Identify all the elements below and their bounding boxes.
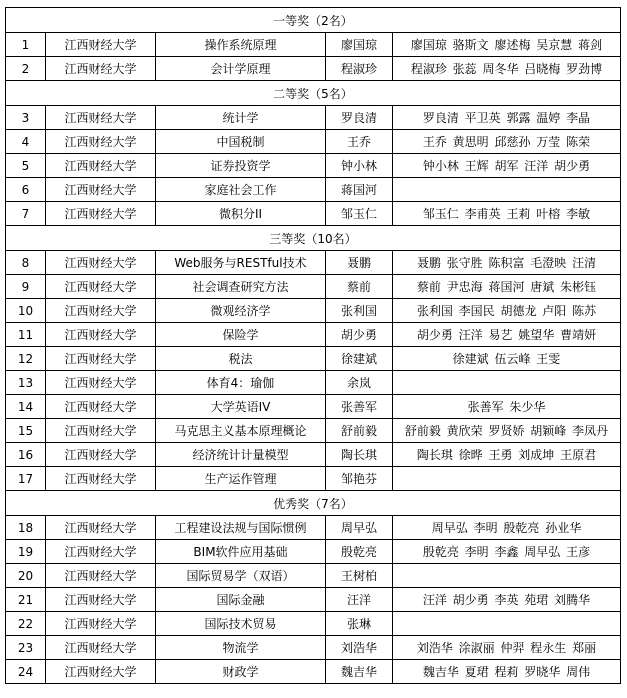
team-members: 周早弘 李明 殷乾亮 孙业华 bbox=[393, 516, 621, 540]
row-number: 17 bbox=[6, 467, 46, 491]
school-name: 江西财经大学 bbox=[46, 178, 156, 202]
table-row bbox=[6, 299, 621, 323]
course-leader: 王乔 bbox=[326, 130, 393, 154]
school-name: 江西财经大学 bbox=[46, 371, 156, 395]
row-number: 14 bbox=[6, 395, 46, 419]
team-members: 钟小林 王辉 胡军 汪洋 胡少勇 bbox=[393, 154, 621, 178]
course-name: 保险学 bbox=[156, 323, 326, 347]
school-name: 江西财经大学 bbox=[46, 467, 156, 491]
school-name: 江西财经大学 bbox=[46, 564, 156, 588]
course-name: 国际贸易学（双语） bbox=[156, 564, 326, 588]
table-row bbox=[6, 443, 621, 467]
team-members bbox=[393, 467, 621, 491]
team-members: 蔡前 尹忠海 蒋国河 唐斌 朱彬钰 bbox=[393, 275, 621, 299]
team-members: 胡少勇 汪洋 易艺 姚望华 曹靖妍 bbox=[393, 323, 621, 347]
course-name: 马克思主义基本原理概论 bbox=[156, 419, 326, 443]
table-row bbox=[6, 154, 621, 178]
row-number: 1 bbox=[6, 33, 46, 57]
row-number: 19 bbox=[6, 540, 46, 564]
row-number: 22 bbox=[6, 612, 46, 636]
school-name: 江西财经大学 bbox=[46, 251, 156, 275]
award-level-header bbox=[6, 81, 621, 106]
school-name: 江西财经大学 bbox=[46, 299, 156, 323]
school-name: 江西财经大学 bbox=[46, 660, 156, 684]
award-level-title: 一等奖（2名） bbox=[6, 8, 621, 33]
row-number: 20 bbox=[6, 564, 46, 588]
course-name: 统计学 bbox=[156, 106, 326, 130]
team-members: 徐建斌 伍云峰 王雯 bbox=[393, 347, 621, 371]
team-members bbox=[393, 612, 621, 636]
school-name: 江西财经大学 bbox=[46, 612, 156, 636]
row-number: 21 bbox=[6, 588, 46, 612]
school-name: 江西财经大学 bbox=[46, 347, 156, 371]
award-level-title: 三等奖（10名） bbox=[6, 226, 621, 251]
table-row bbox=[6, 275, 621, 299]
award-list-sheet bbox=[5, 7, 620, 684]
team-members: 舒前毅 黄欣荣 罗贤娇 胡颖峰 李凤丹 bbox=[393, 419, 621, 443]
school-name: 江西财经大学 bbox=[46, 516, 156, 540]
course-name: 国际金融 bbox=[156, 588, 326, 612]
school-name: 江西财经大学 bbox=[46, 57, 156, 81]
table-row bbox=[6, 33, 621, 57]
school-name: 江西财经大学 bbox=[46, 275, 156, 299]
school-name: 江西财经大学 bbox=[46, 154, 156, 178]
course-leader: 邹玉仁 bbox=[326, 202, 393, 226]
team-members: 王乔 黄思明 邱慈孙 万莹 陈荣 bbox=[393, 130, 621, 154]
award-table-body bbox=[6, 8, 621, 684]
row-number: 23 bbox=[6, 636, 46, 660]
table-row bbox=[6, 540, 621, 564]
table-row bbox=[6, 106, 621, 130]
school-name: 江西财经大学 bbox=[46, 419, 156, 443]
course-leader: 王树柏 bbox=[326, 564, 393, 588]
team-members bbox=[393, 564, 621, 588]
team-members: 张善军 朱少华 bbox=[393, 395, 621, 419]
team-members: 魏吉华 夏珺 程莉 罗晓华 周伟 bbox=[393, 660, 621, 684]
course-leader: 胡少勇 bbox=[326, 323, 393, 347]
row-number: 8 bbox=[6, 251, 46, 275]
row-number: 11 bbox=[6, 323, 46, 347]
course-leader: 魏吉华 bbox=[326, 660, 393, 684]
team-members bbox=[393, 178, 621, 202]
school-name: 江西财经大学 bbox=[46, 540, 156, 564]
team-members: 张利国 李国民 胡德龙 卢阳 陈苏 bbox=[393, 299, 621, 323]
table-row bbox=[6, 202, 621, 226]
team-members: 罗良清 平卫英 郭露 温婷 李晶 bbox=[393, 106, 621, 130]
row-number: 15 bbox=[6, 419, 46, 443]
table-row bbox=[6, 660, 621, 684]
course-name: 体育4：瑜伽 bbox=[156, 371, 326, 395]
award-level-header bbox=[6, 8, 621, 33]
course-name: 财政学 bbox=[156, 660, 326, 684]
row-number: 18 bbox=[6, 516, 46, 540]
team-members: 汪洋 胡少勇 李英 苑珺 刘腾华 bbox=[393, 588, 621, 612]
course-leader: 蒋国河 bbox=[326, 178, 393, 202]
team-members: 殷乾亮 李明 李鑫 周早弘 王彦 bbox=[393, 540, 621, 564]
course-name: 微观经济学 bbox=[156, 299, 326, 323]
award-table bbox=[5, 7, 621, 684]
course-name: 中国税制 bbox=[156, 130, 326, 154]
course-leader: 舒前毅 bbox=[326, 419, 393, 443]
table-row bbox=[6, 636, 621, 660]
team-members: 聂鹏 张守胜 陈积富 毛澄映 汪清 bbox=[393, 251, 621, 275]
course-name: 工程建设法规与国际惯例 bbox=[156, 516, 326, 540]
row-number: 24 bbox=[6, 660, 46, 684]
row-number: 12 bbox=[6, 347, 46, 371]
school-name: 江西财经大学 bbox=[46, 395, 156, 419]
row-number: 13 bbox=[6, 371, 46, 395]
table-row bbox=[6, 588, 621, 612]
team-members bbox=[393, 371, 621, 395]
course-name: 家庭社会工作 bbox=[156, 178, 326, 202]
school-name: 江西财经大学 bbox=[46, 443, 156, 467]
team-members: 廖国琼 骆斯文 廖述梅 吴京慧 蒋剑 bbox=[393, 33, 621, 57]
course-leader: 徐建斌 bbox=[326, 347, 393, 371]
row-number: 7 bbox=[6, 202, 46, 226]
school-name: 江西财经大学 bbox=[46, 106, 156, 130]
course-leader: 张善军 bbox=[326, 395, 393, 419]
table-row bbox=[6, 57, 621, 81]
course-leader: 陶长琪 bbox=[326, 443, 393, 467]
course-name: 操作系统原理 bbox=[156, 33, 326, 57]
row-number: 2 bbox=[6, 57, 46, 81]
school-name: 江西财经大学 bbox=[46, 202, 156, 226]
course-name: 税法 bbox=[156, 347, 326, 371]
course-leader: 殷乾亮 bbox=[326, 540, 393, 564]
course-name: 社会调查研究方法 bbox=[156, 275, 326, 299]
course-leader: 蔡前 bbox=[326, 275, 393, 299]
course-name: 国际技术贸易 bbox=[156, 612, 326, 636]
table-row bbox=[6, 395, 621, 419]
school-name: 江西财经大学 bbox=[46, 588, 156, 612]
table-row bbox=[6, 251, 621, 275]
row-number: 16 bbox=[6, 443, 46, 467]
school-name: 江西财经大学 bbox=[46, 33, 156, 57]
course-leader: 聂鹏 bbox=[326, 251, 393, 275]
course-name: 物流学 bbox=[156, 636, 326, 660]
table-row bbox=[6, 516, 621, 540]
school-name: 江西财经大学 bbox=[46, 323, 156, 347]
row-number: 3 bbox=[6, 106, 46, 130]
row-number: 6 bbox=[6, 178, 46, 202]
table-row bbox=[6, 371, 621, 395]
table-row bbox=[6, 130, 621, 154]
table-row bbox=[6, 178, 621, 202]
table-row bbox=[6, 467, 621, 491]
course-leader: 张利国 bbox=[326, 299, 393, 323]
row-number: 9 bbox=[6, 275, 46, 299]
course-leader: 廖国琼 bbox=[326, 33, 393, 57]
team-members: 邹玉仁 李甫英 王莉 叶榕 李敏 bbox=[393, 202, 621, 226]
course-leader: 张琳 bbox=[326, 612, 393, 636]
table-row bbox=[6, 612, 621, 636]
school-name: 江西财经大学 bbox=[46, 130, 156, 154]
table-row bbox=[6, 323, 621, 347]
course-name: BIM软件应用基础 bbox=[156, 540, 326, 564]
course-leader: 汪洋 bbox=[326, 588, 393, 612]
award-level-header bbox=[6, 226, 621, 251]
award-level-title: 优秀奖（7名） bbox=[6, 491, 621, 516]
course-leader: 钟小林 bbox=[326, 154, 393, 178]
row-number: 5 bbox=[6, 154, 46, 178]
row-number: 10 bbox=[6, 299, 46, 323]
table-row bbox=[6, 564, 621, 588]
course-name: 微积分II bbox=[156, 202, 326, 226]
course-name: 大学英语IV bbox=[156, 395, 326, 419]
course-name: 经济统计计量模型 bbox=[156, 443, 326, 467]
table-row bbox=[6, 347, 621, 371]
course-name: Web服务与RESTful技术 bbox=[156, 251, 326, 275]
team-members: 刘浩华 涂淑丽 仲羿 程永生 郑丽 bbox=[393, 636, 621, 660]
team-members: 陶长琪 徐晔 王勇 刘成坤 王原君 bbox=[393, 443, 621, 467]
award-level-title: 二等奖（5名） bbox=[6, 81, 621, 106]
course-name: 证券投资学 bbox=[156, 154, 326, 178]
course-name: 生产运作管理 bbox=[156, 467, 326, 491]
course-leader: 罗良清 bbox=[326, 106, 393, 130]
award-level-header bbox=[6, 491, 621, 516]
course-leader: 周早弘 bbox=[326, 516, 393, 540]
school-name: 江西财经大学 bbox=[46, 636, 156, 660]
table-row bbox=[6, 419, 621, 443]
course-leader: 余岚 bbox=[326, 371, 393, 395]
course-leader: 邹艳芬 bbox=[326, 467, 393, 491]
course-leader: 刘浩华 bbox=[326, 636, 393, 660]
course-leader: 程淑珍 bbox=[326, 57, 393, 81]
team-members: 程淑珍 张蕊 周冬华 吕晓梅 罗劲博 bbox=[393, 57, 621, 81]
course-name: 会计学原理 bbox=[156, 57, 326, 81]
row-number: 4 bbox=[6, 130, 46, 154]
